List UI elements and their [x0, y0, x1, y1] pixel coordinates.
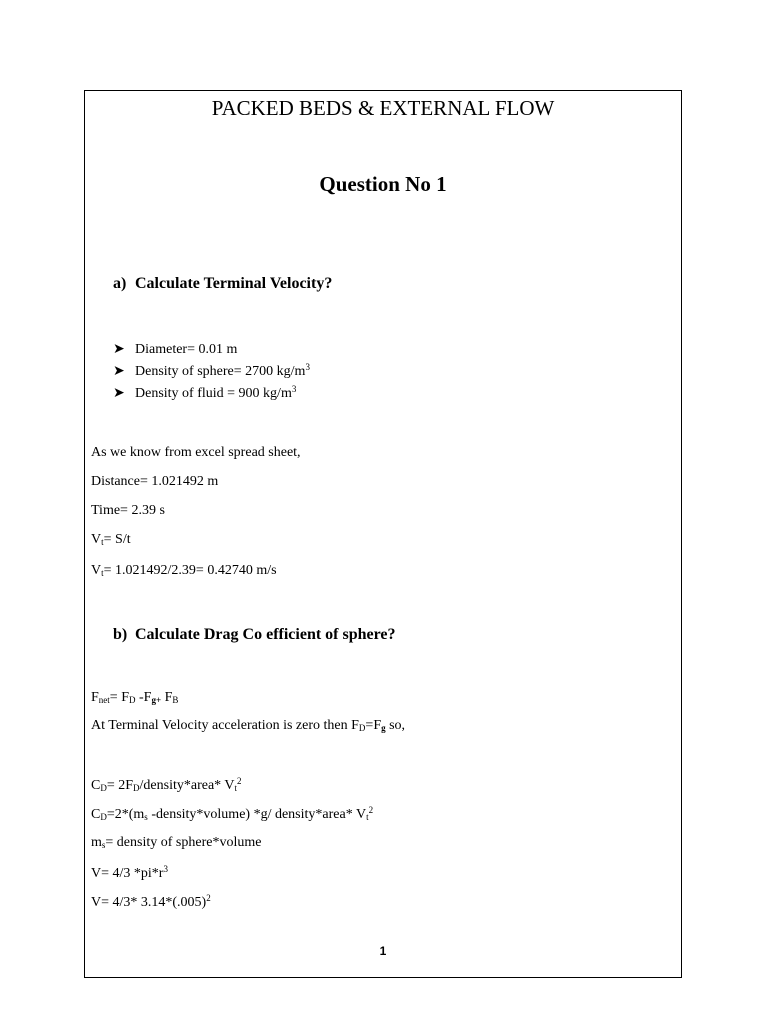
- ms-line: $m_s=$ density of sphere*volume: [91, 835, 262, 850]
- distance-line: Distance= 1.021492 m: [91, 474, 219, 489]
- arrow-bullet-icon: ➤: [113, 364, 125, 379]
- fnet-line: $F_{net}= F_D$ $-F_{g+}$ $F_B$: [91, 690, 179, 705]
- document-title: PACKED BEDS & EXTERNAL FLOW: [211, 96, 555, 120]
- part-b-heading: [113, 626, 396, 644]
- arrow-bullet-icon: ➤: [113, 342, 125, 357]
- time-line: Time= 2.39 s: [91, 503, 165, 518]
- part-a-label: a): [113, 275, 127, 292]
- vt-formula-line: $V_t= S/t$: [91, 532, 131, 547]
- volume-value-line: V= 4/3* $3.14*(.005)^2$: [91, 893, 211, 910]
- page-number: 1: [379, 944, 387, 958]
- cd-formula-line: $C_D=$ $2F_D/density*area*$ $V_t^2$: [91, 776, 242, 793]
- vt-result-line: $V_t= 1.021492/2.39= 0.42740$ m/s: [91, 563, 277, 578]
- arrow-bullet-icon: ➤: [113, 386, 125, 401]
- cd-expanded-line: $C_D=2*(m_s$ -density*volume) *g/ density*area* $V_t^2$: [91, 805, 374, 822]
- terminal-condition-line: At Terminal Velocity acceleration is zero then $F_D=F_g$ so,: [91, 718, 406, 733]
- part-a-heading: [113, 275, 332, 293]
- bullet-density-sphere: ➤ Density of sphere= 2700 $kg/m^3$: [113, 362, 310, 379]
- intro-line: As we know from excel spread sheet,: [91, 445, 301, 460]
- question-heading: Question No 1: [319, 172, 447, 196]
- bullet-density-fluid: ➤ Density of fluid = 900 $kg/m^3$: [113, 384, 297, 401]
- part-a-heading-text: Calculate Terminal Velocity?: [135, 275, 333, 292]
- part-b-label: b): [113, 626, 128, 643]
- volume-formula-line: V= 4/3 $*pi*r^3$: [91, 864, 168, 881]
- part-b-heading-text: Calculate Drag Co efficient of sphere?: [135, 626, 396, 643]
- bullet-diameter: ➤ Diameter= 0.01 m: [113, 342, 238, 357]
